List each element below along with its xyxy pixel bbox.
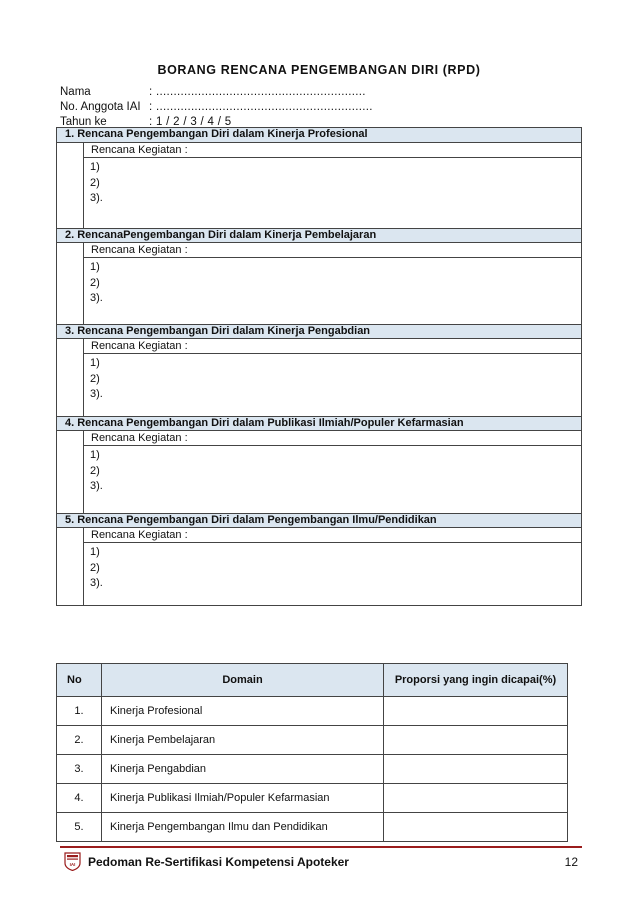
iai-logo-icon (64, 852, 81, 871)
row-proporsi[interactable] (384, 813, 568, 842)
list-item: 1) (90, 161, 100, 173)
footer-rule (60, 846, 582, 848)
svg-text:IAI: IAI (69, 862, 76, 867)
field-value: : ............................................................ (149, 86, 366, 98)
domain-table (56, 663, 568, 842)
list-item: 2) (90, 372, 100, 385)
table-row (57, 697, 568, 726)
field-nama (60, 86, 366, 98)
list-item: 3). (90, 480, 103, 492)
list-item: 3). (90, 577, 103, 589)
row-domain: Kinerja Pengembangan Ilmu dan Pendidikan (102, 813, 384, 842)
rpd-table (56, 127, 582, 606)
page-footer (60, 846, 582, 876)
table-row (57, 726, 568, 755)
footer-title: Pedoman Re-Sertifikasi Kompetensi Apoteker (88, 855, 349, 869)
list-item: 2) (90, 176, 100, 189)
kegiatan-label: Rencana Kegiatan : (83, 528, 581, 543)
section-body (57, 143, 581, 228)
table-row (57, 784, 568, 813)
list-item: 3). (90, 388, 103, 400)
kegiatan-items (90, 260, 103, 307)
field-label: Nama (60, 86, 91, 98)
row-domain: Kinerja Pengabdian (102, 755, 384, 784)
kegiatan-label: Rencana Kegiatan : (83, 143, 581, 158)
row-proporsi[interactable] (384, 726, 568, 755)
page-number: 12 (564, 855, 578, 869)
section-body (57, 431, 581, 513)
row-proporsi[interactable] (384, 697, 568, 726)
header-proporsi: Proporsi yang ingin dicapai(%) (384, 664, 568, 697)
list-item: 1) (90, 546, 100, 558)
kegiatan-items (90, 448, 103, 495)
field-value: : 1 / 2 / 3 / 4 / 5 (149, 116, 232, 128)
page-title: BORANG RENCANA PENGEMBANGAN DIRI (RPD) (157, 63, 481, 77)
row-proporsi[interactable] (384, 755, 568, 784)
list-item: 3). (90, 292, 103, 304)
row-domain: Kinerja Publikasi Ilmiah/Populer Kefarmasian (102, 784, 384, 813)
table-header-row (57, 664, 568, 697)
list-item: 2) (90, 464, 100, 477)
row-domain: Kinerja Profesional (102, 697, 384, 726)
field-label: No. Anggota IAI (60, 101, 141, 113)
table-row (57, 755, 568, 784)
list-item: 1) (90, 261, 100, 273)
field-value: : .............................................................. (149, 101, 373, 113)
section-heading: 1. Rencana Pengembangan Diri dalam Kinerja Profesional (57, 128, 581, 143)
row-domain: Kinerja Pembelajaran (102, 726, 384, 755)
section-heading: 4. Rencana Pengembangan Diri dalam Publikasi Ilmiah/Populer Kefarmasian (57, 416, 581, 431)
row-proporsi[interactable] (384, 784, 568, 813)
list-item: 1) (90, 357, 100, 369)
list-item: 1) (90, 449, 100, 461)
section-body (57, 243, 581, 324)
row-no: 2. (57, 726, 102, 755)
section-heading: 3. Rencana Pengembangan Diri dalam Kinerja Pengabdian (57, 324, 581, 339)
kegiatan-items (90, 545, 103, 592)
header-domain: Domain (102, 664, 384, 697)
section-body (57, 528, 581, 605)
section-heading: 5. Rencana Pengembangan Diri dalam Pengembangan Ilmu/Pendidikan (57, 513, 581, 528)
table-row (57, 813, 568, 842)
kegiatan-label: Rencana Kegiatan : (83, 431, 581, 446)
list-item: 2) (90, 561, 100, 574)
row-no: 1. (57, 697, 102, 726)
field-no-anggota (60, 101, 373, 113)
row-no: 4. (57, 784, 102, 813)
kegiatan-items (90, 160, 103, 207)
row-no: 3. (57, 755, 102, 784)
kegiatan-label: Rencana Kegiatan : (83, 243, 581, 258)
field-label: Tahun ke (60, 116, 107, 128)
section-body (57, 339, 581, 416)
section-heading: 2. RencanaPengembangan Diri dalam Kinerja Pembelajaran (57, 228, 581, 243)
list-item: 3). (90, 192, 103, 204)
kegiatan-items (90, 356, 103, 403)
list-item: 2) (90, 276, 100, 289)
header-no: No (57, 664, 102, 697)
row-no: 5. (57, 813, 102, 842)
kegiatan-label: Rencana Kegiatan : (83, 339, 581, 354)
